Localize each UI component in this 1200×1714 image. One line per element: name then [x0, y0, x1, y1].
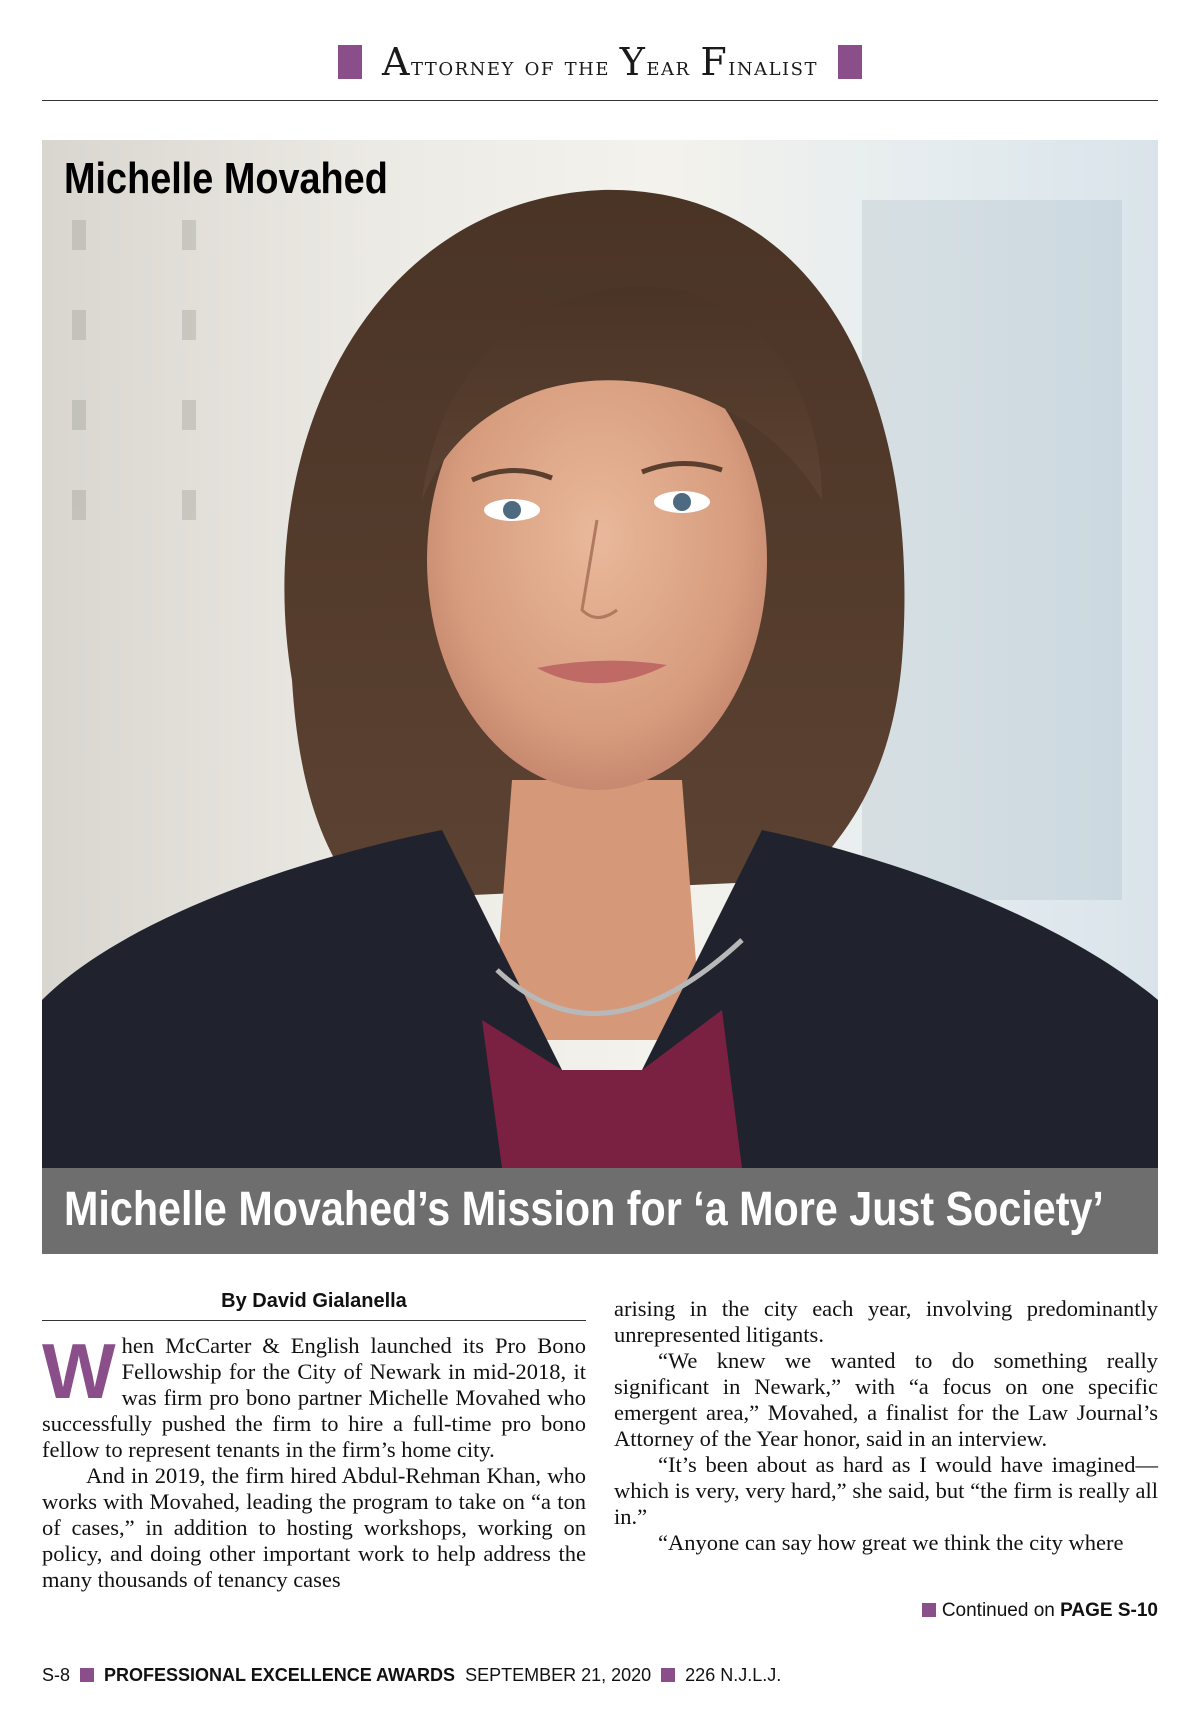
- section-header: [42, 30, 1158, 101]
- photo-name-tag: Michelle Movahed: [64, 154, 388, 203]
- article-paragraph: And in 2019, the firm hired Abdul-Rehman Khan, who works with Movahed, leading the program to take on “a ton of cases,” in addition to hosting workshops, working on policy, and doing other important work to help address the many thousands of tenancy cases: [42, 1463, 586, 1592]
- article-headline: Michelle Movahed’s Mission for ‘a More Just Society’: [64, 1183, 1104, 1236]
- headline-bar: [42, 1168, 1158, 1254]
- accent-square: [80, 1668, 94, 1682]
- byline: By David Gialanella: [42, 1288, 586, 1321]
- page-footer: [42, 1665, 781, 1686]
- header-title-cap: F: [700, 40, 729, 84]
- header-title: [382, 40, 818, 84]
- footer-date: SEPTEMBER 21, 2020: [465, 1665, 652, 1685]
- accent-square-right: [838, 45, 862, 79]
- footer-volume: 226 N.J.L.J.: [685, 1665, 782, 1685]
- continued-note: [922, 1600, 1158, 1622]
- portrait-illustration: [42, 140, 1158, 1168]
- portrait-photo: [42, 140, 1158, 1168]
- article-paragraph: arising in the city each year, involving predominantly unrepresented litigants.: [614, 1296, 1158, 1347]
- accent-square: [661, 1668, 675, 1682]
- header-row: [42, 40, 1158, 84]
- article-paragraph: “We knew we wanted to do something really significant in Newark,” with “a focus on one specific emergent area,” Movahed, a finalist for the Law Journal’s Attorney of the Year honor, said in an interview.: [614, 1348, 1158, 1451]
- header-title-cap: A: [382, 40, 411, 84]
- footer-section: PROFESSIONAL EXCELLENCE AWARDS: [104, 1665, 456, 1685]
- accent-square-left: [338, 45, 362, 79]
- continued-prefix: Continued on: [941, 1600, 1061, 1621]
- header-title-cap: Y: [619, 40, 647, 84]
- article-paragraph: “It’s been about as hard as I would have imagined—which is very, very hard,” she said, but “the firm is really all in.”: [614, 1452, 1158, 1529]
- continued-page: PAGE S-10: [1060, 1600, 1158, 1621]
- article-column-right: [614, 1296, 1158, 1556]
- accent-square: [922, 1603, 936, 1617]
- header-title-rest: ttorney of the: [410, 52, 620, 82]
- article-paragraph: [42, 1327, 586, 1463]
- drop-cap: W: [42, 1327, 116, 1415]
- header-title-rest: inalist: [728, 52, 818, 82]
- paragraph-text: hen McCarter & English launched its Pro Bono Fellowship for the City of Newark in mid-2018, it was firm pro bono partner Michelle Movahed who successfully pushed the firm to hire a full-time pro bono fellow to represent tenants in the firm’s home city.: [42, 1333, 586, 1462]
- header-title-rest: ear: [646, 52, 701, 82]
- article-column-left: [42, 1288, 586, 1593]
- page-number: S-8: [42, 1665, 71, 1685]
- article-paragraph: “Anyone can say how great we think the city where: [658, 1530, 1124, 1555]
